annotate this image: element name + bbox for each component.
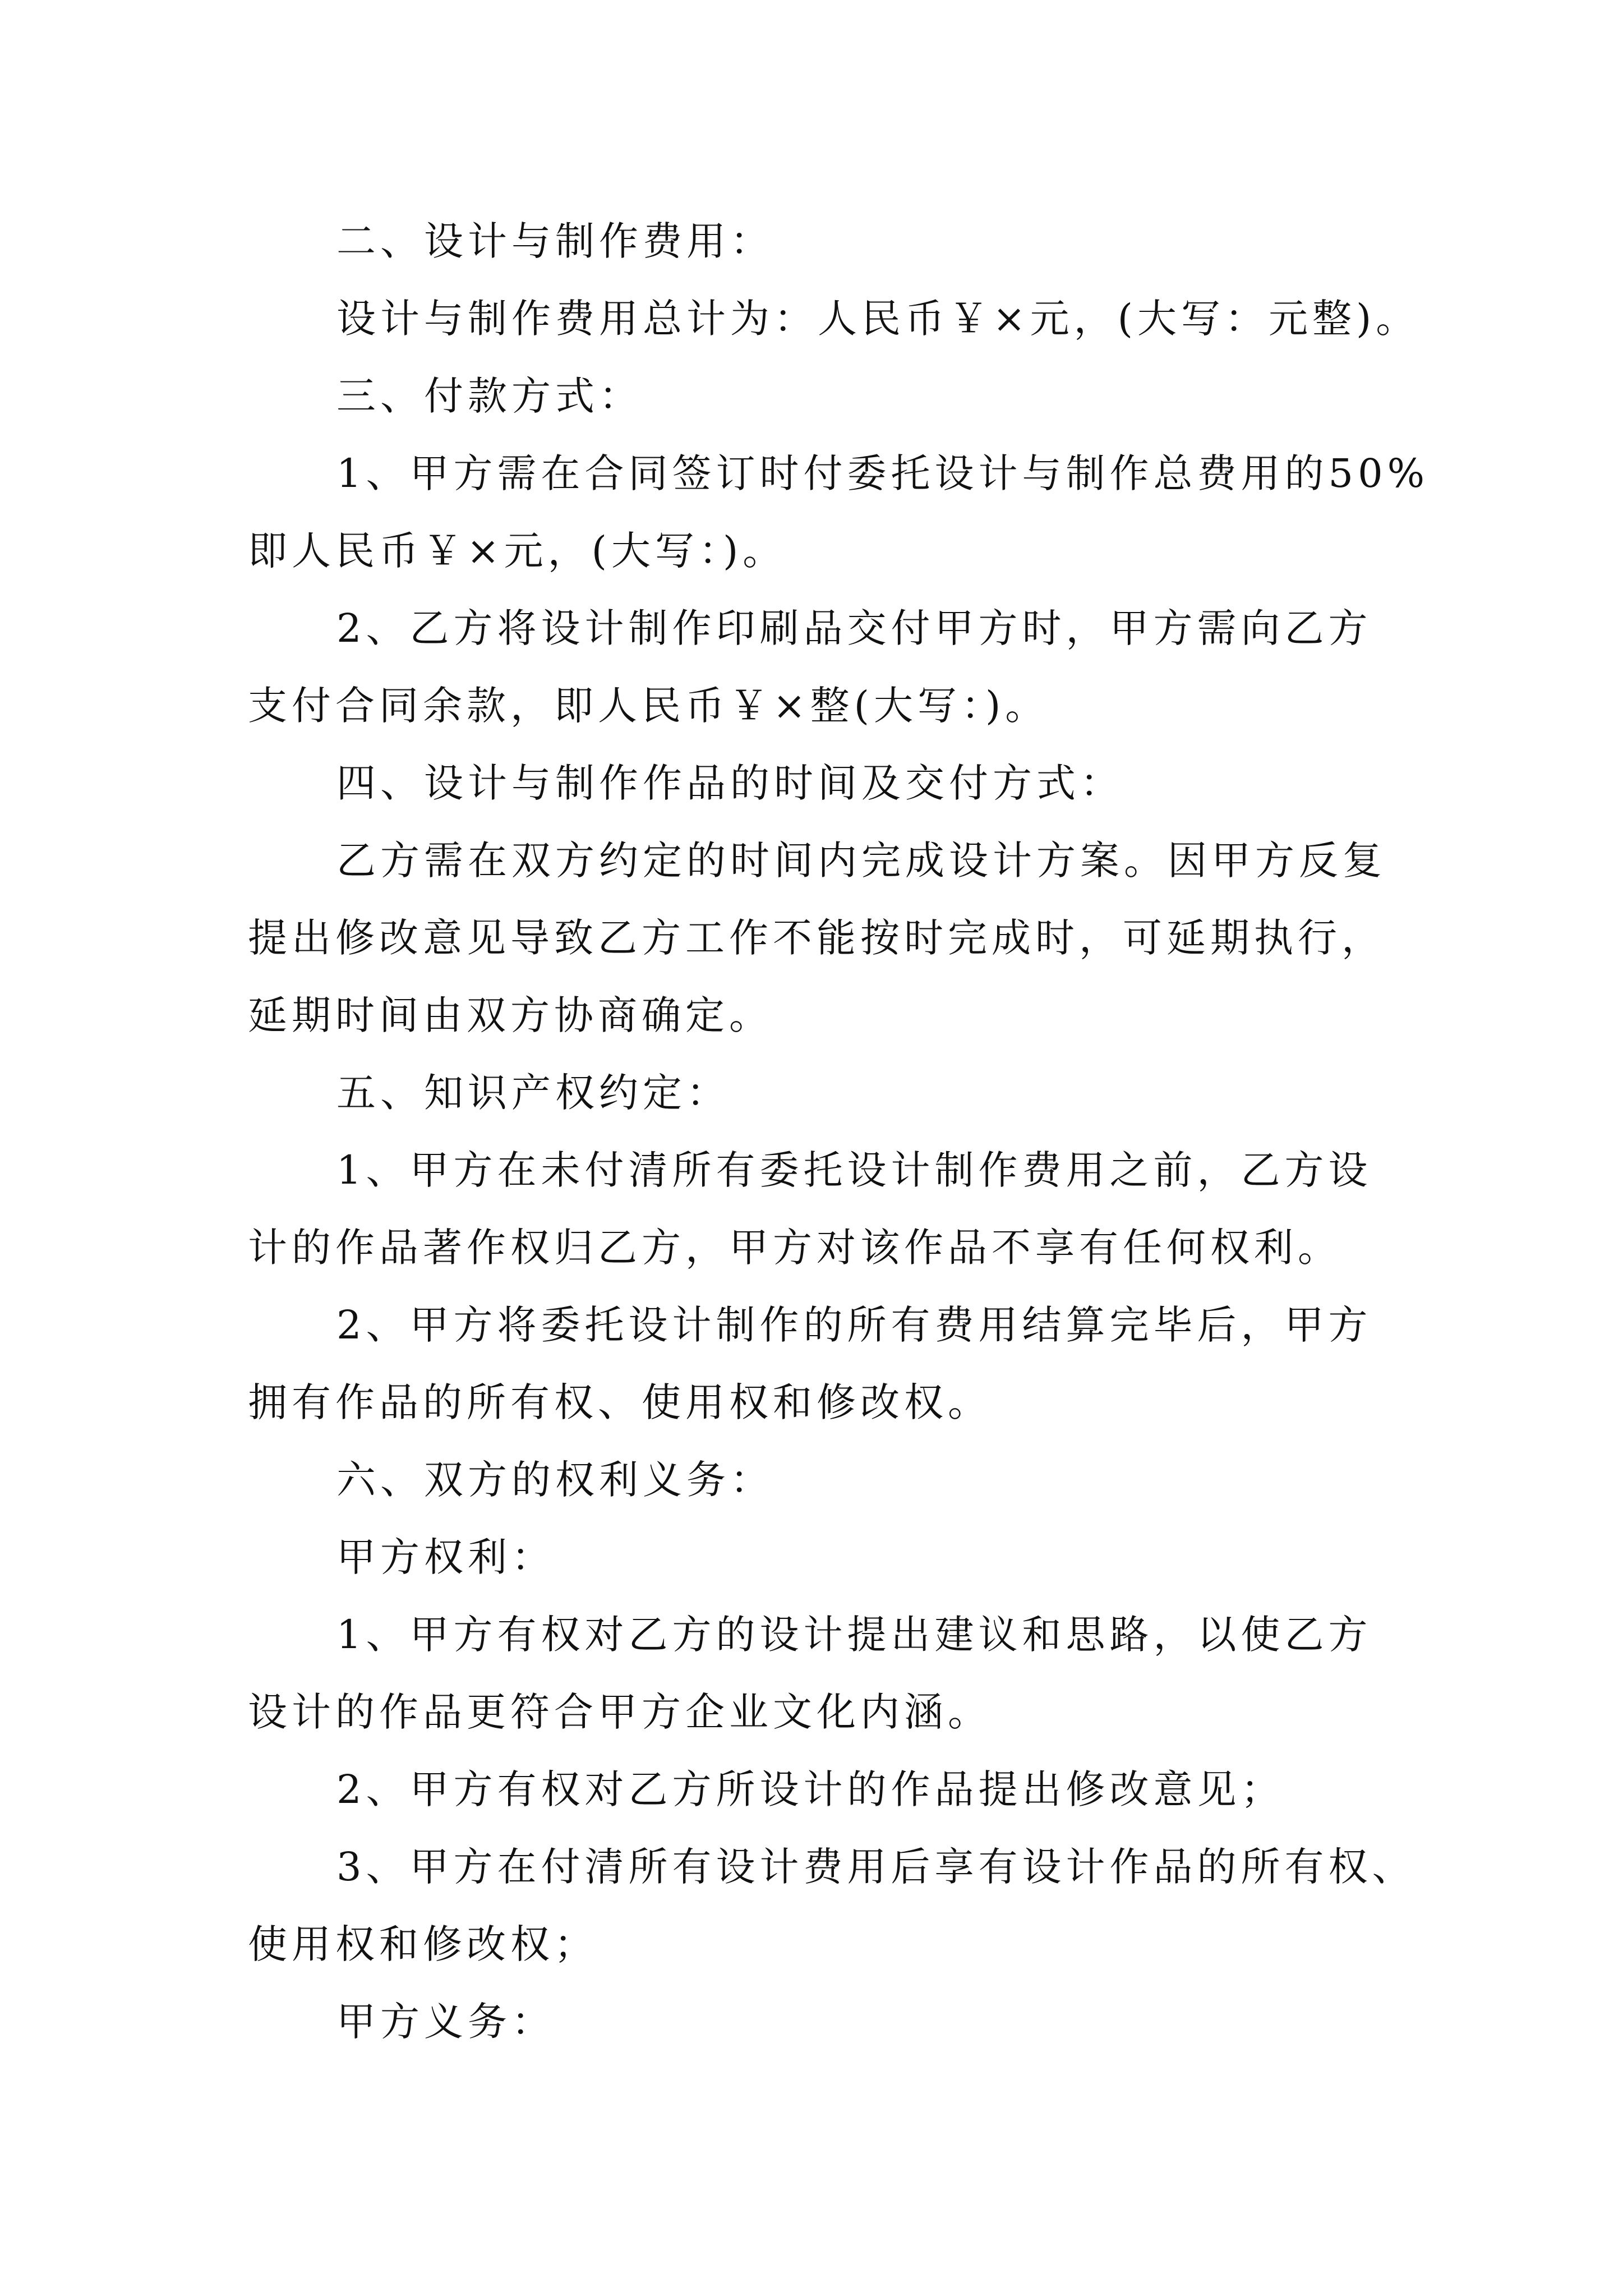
text-line: 拥有作品的所有权、使用权和修改权。 [248, 1379, 992, 1425]
text-line: 使用权和修改权； [248, 1921, 598, 1967]
text-line: 设计的作品更符合甲方企业文化内涵。 [248, 1689, 992, 1735]
text-line: 3、甲方在付清所有设计费用后享有设计作品的所有权、 [336, 1844, 1416, 1890]
text-line: 1、甲方需在合同签订时付委托设计与制作总费用的50% [336, 450, 1430, 496]
text-line: 计的作品著作权归乙方，甲方对该作品不享有任何权利。 [248, 1225, 1341, 1271]
text-line: 2、甲方将委托设计制作的所有费用结算完毕后，甲方 [336, 1302, 1372, 1348]
text-line: 提出修改意见导致乙方工作不能按时完成时，可延期执行， [248, 915, 1385, 961]
text-line: 三、付款方式： [336, 373, 643, 419]
text-line: 延期时间由双方协商确定。 [248, 992, 773, 1038]
text-line: 即人民币￥×元，(大写：)。 [248, 528, 787, 574]
text-line: 支付合同余款，即人民币￥×整(大写：)。 [248, 683, 1049, 729]
text-line: 五、知识产权约定： [336, 1070, 730, 1116]
text-line: 2、乙方将设计制作印刷品交付甲方时，甲方需向乙方 [336, 605, 1372, 651]
text-line: 乙方需在双方约定的时间内完成设计方案。因甲方反复 [336, 838, 1386, 884]
text-line: 六、双方的权利义务： [336, 1457, 774, 1503]
text-line: 1、甲方有权对乙方的设计提出建议和思路，以使乙方 [336, 1612, 1372, 1658]
text-line: 1、甲方在未付清所有委托设计制作费用之前，乙方设 [336, 1147, 1372, 1193]
text-line: 甲方义务： [336, 1999, 555, 2045]
text-line: 2、甲方有权对乙方所设计的作品提出修改意见； [336, 1766, 1285, 1812]
text-line: 设计与制作费用总计为：人民币￥×元，(大写：元整)。 [336, 296, 1420, 342]
text-line: 二、设计与制作费用： [336, 218, 774, 264]
text-line: 四、设计与制作作品的时间及交付方式： [336, 760, 1124, 806]
text-line: 甲方权利： [336, 1534, 555, 1580]
